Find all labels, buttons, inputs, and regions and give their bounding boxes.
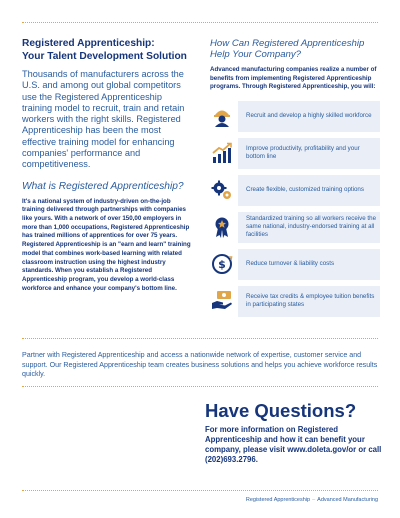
svg-text:$: $ <box>218 258 226 272</box>
footer-program: Registered Apprenticeship <box>245 497 311 503</box>
left-column <box>22 38 192 293</box>
benefit-item <box>210 101 380 132</box>
money-hand-icon <box>210 289 234 313</box>
questions-body: For more information on Registered Apprenticeship and how it can benefit your company, please visit www.doleta.gov/or or call (202)693.2796. <box>205 425 382 464</box>
benefit-band <box>238 101 380 132</box>
benefit-text: Recruit and develop a highly skilled workforce <box>246 112 372 120</box>
benefits-intro: Advanced manufacturing companies realize a number of benefits from implementing Registered Apprenticeship programs. Through Registered Apprenticeship, you will: <box>210 66 377 91</box>
heading-line-1: Registered Apprenticeship: <box>22 38 155 49</box>
footer-separator: – <box>312 497 316 503</box>
what-is-heading: What is Registered Apprenticeship? <box>22 180 184 192</box>
benefits-list <box>210 101 380 317</box>
benefit-item <box>210 212 380 243</box>
section-heading <box>22 38 192 63</box>
award-ribbon-icon <box>210 215 234 239</box>
benefit-band <box>238 175 380 206</box>
lower-divider <box>22 386 378 387</box>
benefit-band <box>238 286 380 317</box>
lead-paragraph: Thousands of manufacturers across the U.S. and among out global competitors use the Registered Apprenticeship training model to recruit, train and retain workers with the right skills. Registered Apprenticeship has been the most effective training model for enhancing companies' performance and competitiveness. <box>22 69 185 170</box>
benefit-item <box>210 286 380 317</box>
middle-divider <box>22 338 378 339</box>
benefit-text: Receive tax credits & employee tuition benefits in participating states <box>246 293 375 309</box>
right-column <box>210 38 380 323</box>
benefit-text: Reduce turnover & liability costs <box>246 260 335 268</box>
benefit-text: Create flexible, customized training options <box>246 186 364 194</box>
heading-line-2: Your Talent Development Solution <box>22 50 187 62</box>
questions-title: Have Questions? <box>205 400 357 421</box>
page-footer <box>246 497 378 503</box>
benefit-band <box>238 249 380 280</box>
benefit-item <box>210 138 380 169</box>
benefit-item <box>210 175 380 206</box>
what-is-body: It's a national system of industry-driven on-the-job training delivered through partnerships with companies like yours. With a network of over 150,00 employers in more than 1,000 occupations, Registered Apprenticeship has trained millions of apprentices for over 75 years. Registered Apprenticeship is an "earn and learn" training model that combines work-based learning with related classroom instruction using the highest industry standards. When you establish a Registered Apprenticeship program, you develop a world-class workforce and enhance your company's bottom line. <box>22 197 191 292</box>
gears-icon <box>210 178 234 202</box>
top-divider <box>22 22 378 23</box>
benefit-band <box>238 212 380 243</box>
growth-chart-icon <box>210 141 234 165</box>
benefit-text: Standardized training so all workers receive the same national, industry-endorsed training at all facilities <box>246 214 377 239</box>
questions-block <box>205 400 385 465</box>
benefit-item <box>210 249 380 280</box>
footer-industry: Advanced Manufacturing <box>317 497 378 503</box>
worker-hardhat-icon <box>210 104 234 128</box>
dollar-cycle-icon <box>210 252 234 276</box>
footer-divider <box>22 490 378 491</box>
benefit-text: Improve productivity, profitability and your bottom line <box>246 145 360 161</box>
partner-paragraph: Partner with Registered Apprenticeship and access a nationwide network of expertise, customer service and support. Our Registered Apprenticeship team creates business solutions and helps you achieve workforce results quickly. <box>22 351 378 379</box>
benefit-band <box>238 138 380 169</box>
benefits-title: How Can Registered Apprenticeship Help Your Company? <box>210 38 365 60</box>
